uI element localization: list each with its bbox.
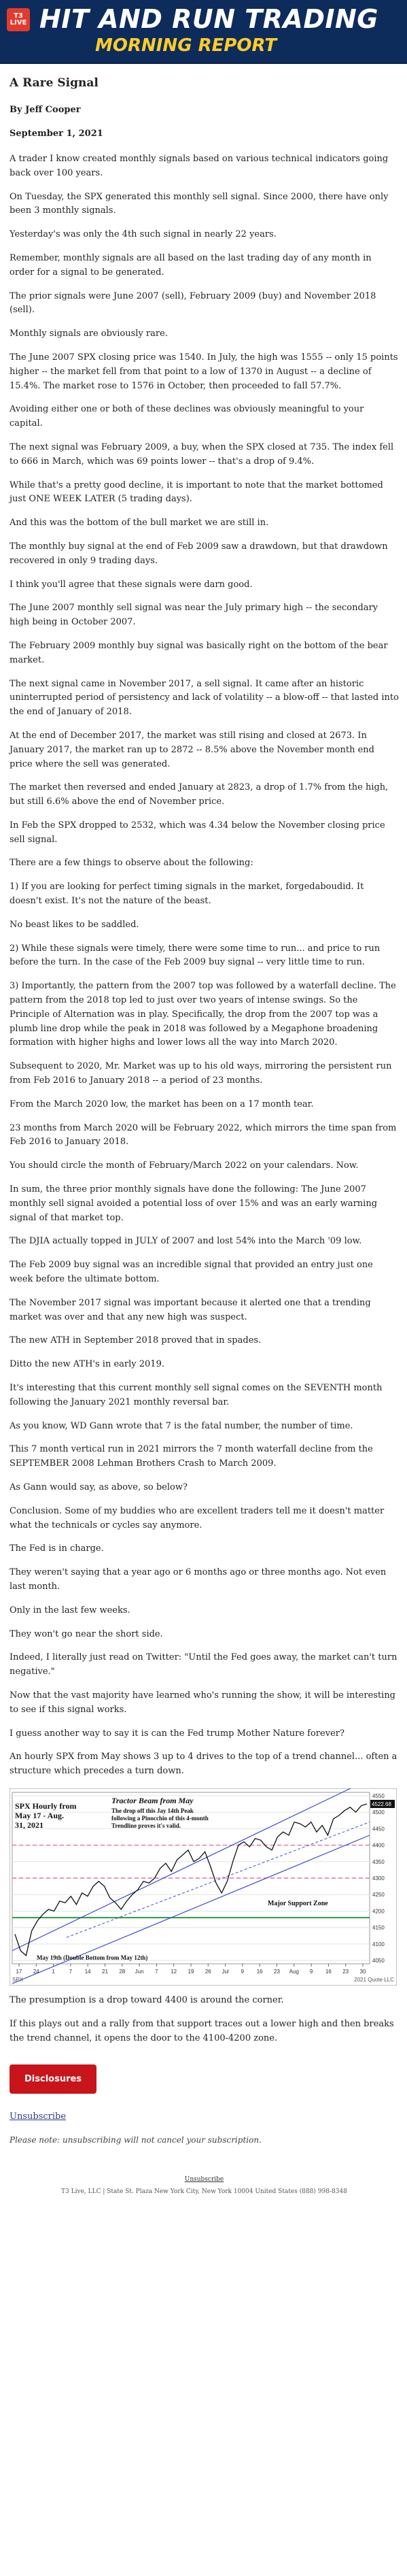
article-paragraph: Subsequent to 2020, Mr. Market was up to his old ways, mirroring the persistent run from Feb 2016 to January 2018 -- a period of 23 months.: [10, 1061, 392, 1086]
article-paragraph: Monthly signals are obviously rare.: [10, 329, 168, 339]
x-tick-label: 1: [52, 1968, 55, 1975]
annotation-drop-line-3: Trendline proves it's valid.: [111, 1822, 181, 1829]
paragraphs-before-chart: [10, 152, 399, 1779]
x-tick-label: 24: [33, 1968, 39, 1975]
annotation-tractor-beam: Tractor Beam from May: [111, 1795, 194, 1805]
article-paragraph: 1) If you are looking for perfect timing signals in the market, forgedaboudid. It doesn't exist. It's not the nature of the beast.: [10, 882, 364, 907]
article-paragraph: I guess another way to say it is can the Fed trump Mother Nature forever?: [10, 1728, 344, 1739]
article-paragraph: Conclusion. Some of my buddies who are excellent traders tell me it doesn't matter what the technicals or cycles say anymore.: [10, 1505, 385, 1530]
article-paragraph: The June 2007 SPX closing price was 1540. In July, the high was 1555 -- only 15 points higher -- the market fell from that point to a low of 1370 in August -- a decline of 15.4%. The market rose to 1576 in October, then proceeded to fall 57.7%.: [10, 352, 398, 391]
article-paragraph: The June 2007 monthly sell signal was near the July primary high -- the secondary high being in October 2007.: [10, 603, 378, 628]
y-tick-label: 4500: [372, 1809, 385, 1816]
paragraphs-after-chart: [10, 1994, 399, 2045]
article-paragraph: As Gann would say, as above, so below?: [10, 1482, 188, 1492]
y-tick-label: 4550: [372, 1792, 385, 1799]
footer-address: T3 Live, LLC | State St. Plaza New York City, New York 10004 United States (888) 998-8348: [61, 2188, 347, 2196]
y-tick-label: 4250: [372, 1892, 385, 1898]
article-paragraph: The DJIA actually topped in JULY of 2007 and lost 54% into the March '09 low.: [10, 1236, 362, 1247]
article-paragraph: There are a few things to observe about the following:: [10, 858, 253, 869]
x-tick-label: Jul: [222, 1968, 229, 1975]
x-tick-label: 16: [325, 1968, 332, 1975]
logo-bottom-text: LIVE: [10, 19, 27, 27]
x-tick-label: 9: [309, 1968, 313, 1975]
article-paragraph: The prior signals were June 2007 (sell), February 2009 (buy) and November 2018 (sell).: [10, 290, 376, 316]
article-date: September 1, 2021: [10, 129, 103, 139]
last-price-label: 4522.68: [372, 1801, 391, 1807]
article-paragraph: I think you'll agree that these signals were darn good.: [10, 579, 253, 590]
banner-subtitle: MORNING REPORT: [95, 35, 277, 56]
y-tick-label: 4300: [372, 1875, 385, 1881]
logo-top-text: T3: [14, 12, 23, 20]
article-paragraph: It's interesting that this current monthly sell signal comes on the SEVENTH month following the January 2021 monthly reversal bar.: [10, 1383, 383, 1407]
article-paragraph: At the end of December 2017, the market was still rising and closed at 2673. In January 2017, the market ran up to 2872 -- 8.5% above the November month end price where the sell was generated.: [10, 730, 374, 769]
y-tick-label: 4150: [372, 1924, 385, 1931]
chart-footer-source: 2021 Quote LLC: [354, 1976, 394, 1983]
article-paragraph: The Fed is in charge.: [10, 1543, 104, 1554]
x-tick-label: 28: [119, 1968, 126, 1975]
article-paragraph: Now that the vast majority have learned who's running the show, it will be interesting to see if this signal works.: [10, 1690, 396, 1715]
x-tick-label: 19: [188, 1968, 194, 1975]
article-paragraph: Only in the last few weeks.: [10, 1605, 130, 1616]
footer-unsubscribe-link[interactable]: Unsubscribe: [184, 2176, 224, 2184]
article-paragraph: If this plays out and a rally from that support traces out a lower high and then breaks the trend channel, it opens the door to the 4100-4200 zone.: [10, 2018, 394, 2043]
unsubscribe-note: Please note: unsubscribing will not cancel your subscription.: [10, 2135, 262, 2145]
article-paragraph: The next signal was February 2009, a buy, when the SPX closed at 735. The index fell to 666 in March, which was 69 points lower -- that's a drop of 9.4%.: [10, 441, 394, 467]
article-paragraph: The November 2017 signal was important because it alerted one that a trending market was over and that any new high was suspect.: [10, 1297, 371, 1322]
article-paragraph: This 7 month vertical run in 2021 mirrors the 7 month waterfall decline from the SEPTEMBER 2008 Lehman Brothers Crash to March 2009.: [10, 1444, 373, 1469]
disclosures-button[interactable]: Disclosures: [10, 2064, 96, 2094]
article-paragraph: They weren't saying that a year ago or 6 months ago or three months ago. Not even last month.: [10, 1567, 387, 1592]
article-paragraph: Yesterday's was only the 4th such signal in nearly 22 years.: [10, 229, 277, 240]
spx-hourly-chart: [10, 1788, 397, 1986]
x-tick-label: 7: [155, 1968, 158, 1975]
annotation-double-bottom: May 19th (Double Bottom from May 12th): [37, 1954, 148, 1961]
article-paragraph: Indeed, I literally just read on Twitter: "Until the Fed goes away, the market can't turn negative.": [10, 1652, 397, 1677]
article-title: A Rare Signal: [10, 76, 99, 90]
article-paragraph: The new ATH in September 2018 proved that in spades.: [10, 1335, 262, 1346]
chart-title-line-2: May 17 - Aug.: [15, 1810, 64, 1820]
x-tick-label: 14: [84, 1968, 91, 1975]
article-paragraph: Remember, monthly signals are all based on the last trading day of any month in order for a signal to be generated.: [10, 252, 372, 278]
article-paragraph: No beast likes to be saddled.: [10, 919, 139, 930]
y-tick-label: 4050: [372, 1958, 385, 1964]
x-tick-label: 23: [274, 1968, 280, 1975]
x-tick-label: 12: [171, 1968, 177, 1975]
y-tick-label: 4350: [372, 1858, 385, 1865]
article-paragraph: The next signal came in November 2017, a sell signal. It came after an historic uninterrupted period of persistency and lack of volatility -- a blow-off -- that lasted into the end of January of 2018.: [10, 678, 399, 718]
y-tick-label: 4100: [372, 1941, 385, 1947]
x-tick-label: Jun: [135, 1968, 144, 1975]
article-paragraph: As you know, WD Gann wrote that 7 is the fatal number, the number of time.: [10, 1420, 353, 1431]
article-paragraph: The presumption is a drop toward 4400 is around the corner.: [10, 1994, 284, 2005]
chart-title-line-3: 31, 2021: [15, 1820, 43, 1830]
x-tick-label: 26: [205, 1968, 211, 1975]
x-tick-label: 16: [256, 1968, 263, 1975]
article-paragraph: An hourly SPX from May shows 3 up to 4 drives to the top of a trend channel... often a structure which precedes a turn down.: [10, 1752, 397, 1777]
x-tick-label: 30: [359, 1968, 366, 1975]
article-paragraph: The Feb 2009 buy signal was an incredible signal that provided an entry just one week before the ultimate bottom.: [10, 1260, 373, 1285]
banner-title: HIT AND RUN TRADING: [39, 4, 378, 34]
y-tick-label: 4200: [372, 1908, 385, 1915]
article-paragraph: The monthly buy signal at the end of Feb 2009 saw a drawdown, but that drawdown recovered in only 9 trading days.: [10, 541, 388, 566]
annotation-drop-line-1: The drop off this Jay 14th Peak: [111, 1807, 194, 1814]
article-paragraph: The February 2009 monthly buy signal was basically right on the bottom of the bear market.: [10, 640, 388, 665]
chart-svg: [10, 1788, 397, 1986]
article-paragraph: Ditto the new ATH's in early 2019.: [10, 1359, 164, 1370]
article-paragraph: 2) While these signals were timely, there were some time to run... and price to run before the turn. In the case of the Feb 2009 buy signal -- very little time to run.: [10, 943, 381, 968]
annotation-drop-line-2: following a Pinocchio of this 4-month: [111, 1814, 209, 1822]
article-paragraph: In Feb the SPX dropped to 2532, which was 4.34 below the November closing price sell signal.: [10, 820, 385, 845]
article-body: [0, 64, 407, 2195]
x-tick-label: 17: [16, 1968, 22, 1975]
article-paragraph: From the March 2020 low, the market has been on a 17 month tear.: [10, 1099, 314, 1109]
x-tick-label: Aug: [289, 1968, 299, 1975]
article-paragraph: On Tuesday, the SPX generated this monthly sell signal. Since 2000, there have only been 3 monthly signals.: [10, 191, 389, 216]
report-banner: [0, 0, 407, 64]
article-paragraph: While that's a pretty good decline, it is important to note that the market bottomed just ONE WEEK LATER (5 trading days).: [10, 480, 383, 505]
article-paragraph: And this was the bottom of the bull market we are still in.: [10, 518, 269, 529]
article-paragraph: In sum, the three prior monthly signals have done the following: The June 2007 monthly sell signal avoided a potential loss of over 15% and was an early warning signal of that market top.: [10, 1184, 378, 1223]
y-tick-label: 4450: [372, 1826, 385, 1833]
article-paragraph: 3) Importantly, the pattern from the 2007 top was followed by a waterfall decline. The pattern from the 2018 top led to just over two years of intense swings. So the Principle of Alternation was in play. Specifically, the drop from the 2007 top was a plumb line drop while the peak in 2018 was followed by a Megaphone broadening formation with higher highs and lower lows all the way into March 2020.: [10, 981, 396, 1048]
article-paragraph: You should circle the month of February/March 2022 on your calendars. Now.: [10, 1160, 359, 1171]
unsubscribe-link[interactable]: Unsubscribe: [10, 2111, 67, 2122]
article-paragraph: They won't go near the short side.: [10, 1628, 163, 1639]
article-author: By Jeff Cooper: [10, 105, 81, 115]
article-paragraph: A trader I know created monthly signals based on various technical indicators going back over 100 years.: [10, 154, 389, 178]
y-tick-label: 4400: [372, 1842, 385, 1849]
annotation-support-zone: Major Support Zone: [268, 1900, 328, 1908]
x-tick-label: 7: [69, 1968, 73, 1975]
article-paragraph: 23 months from March 2020 will be February 2022, which mirrors the time span from Feb 2016 to January 2018.: [10, 1122, 397, 1148]
article-paragraph: The market then reversed and ended January at 2823, a drop of 1.7% from the high, but still 6.6% above the end of November price.: [10, 782, 389, 807]
chart-footer-symbol: SPX: [12, 1976, 24, 1983]
x-tick-label: 9: [241, 1968, 245, 1975]
x-tick-label: 23: [342, 1968, 349, 1975]
chart-title: SPX Hourly from: [15, 1801, 77, 1811]
t3-live-logo: [7, 8, 30, 31]
x-tick-label: 21: [102, 1968, 108, 1975]
article-paragraph: Avoiding either one or both of these declines was obviously meaningful to your capital.: [10, 404, 364, 429]
